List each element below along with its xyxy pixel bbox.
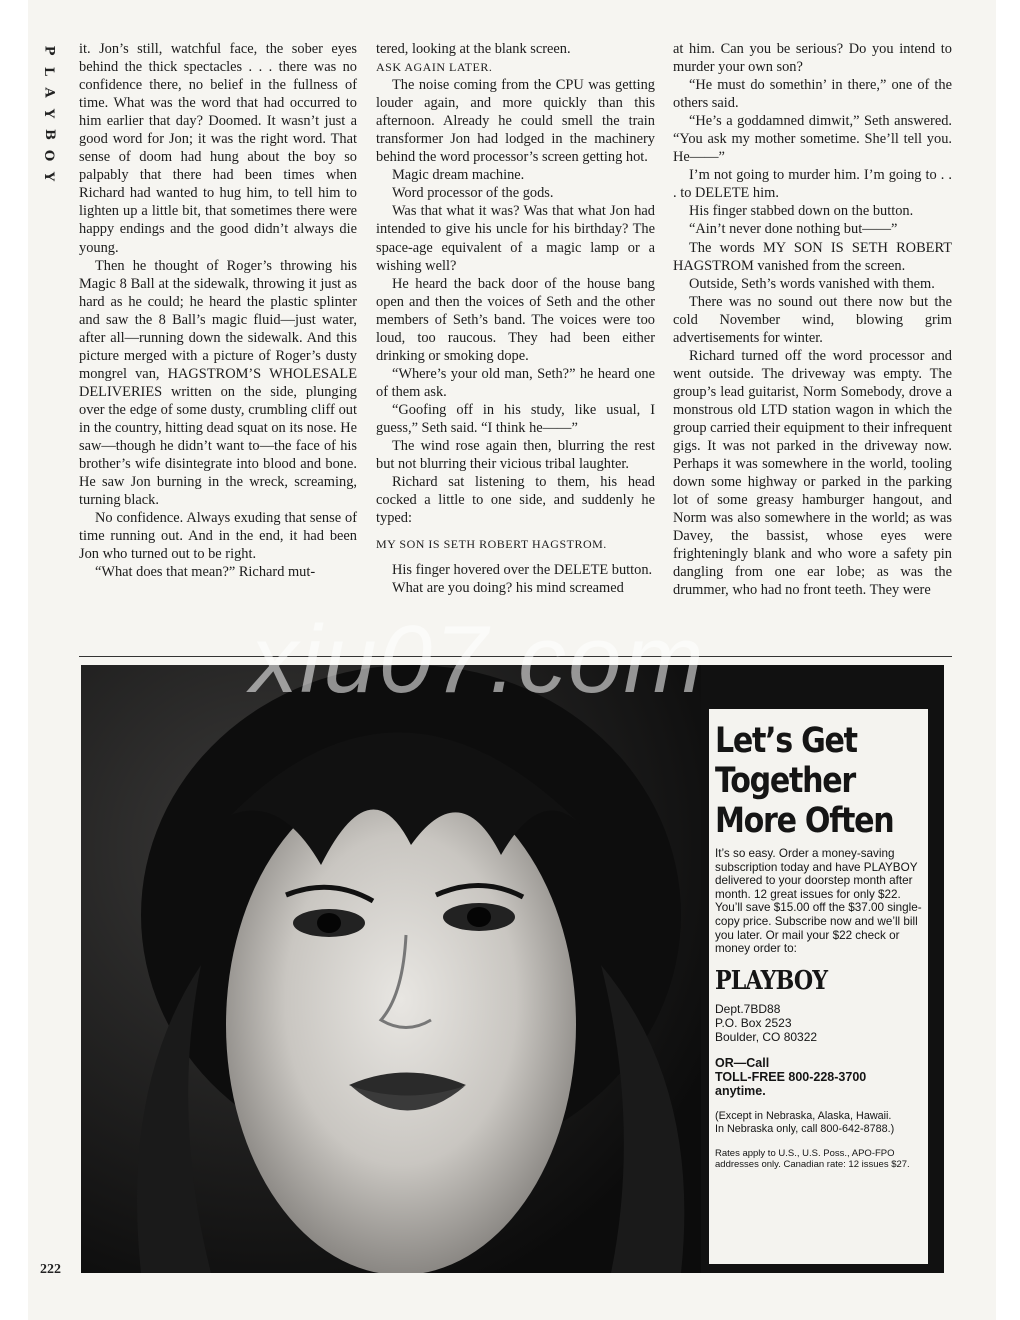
paragraph: Word processor of the gods. bbox=[392, 185, 554, 202]
paragraph: What are you doing? his mind screamed bbox=[392, 580, 624, 597]
headline-line: Together bbox=[715, 761, 855, 801]
masthead-letter: O bbox=[41, 149, 57, 162]
call-line: OR—Call bbox=[715, 1055, 770, 1070]
masthead-letter: L bbox=[41, 66, 57, 77]
article-column-2 bbox=[376, 40, 655, 597]
paragraph: at him. Can you be serious? Do you intend to murder your own son? bbox=[673, 41, 952, 76]
paragraph: “He must do somethin’ in there,” one of the others said. bbox=[673, 77, 952, 112]
typed-text: MY SON IS SETH ROBERT HAGSTROM. bbox=[376, 537, 607, 552]
paragraph: “Goofing off in his study, like usual, I guess,” Seth said. “I think he——” bbox=[376, 401, 655, 436]
address-line: Dept.7BD88 bbox=[715, 1001, 781, 1016]
watermark: xiu07.com bbox=[250, 606, 706, 713]
headline-line: More Often bbox=[715, 801, 894, 841]
paragraph: Then he thought of Roger’s throwing his Magic 8 Ball at the sidewalk, throwing it just as hard as he could; he heard the plastic splinter and saw the 8 Ball’s magic fluid—just water, after all—running down the sidewalk. And this picture merged with a picture of Roger’s dusty mongrel van, HAGSTROM’S WHOLESALE DELIVERIES written on the side, plunging over the edge of some dusty, crumbling cliff out in the country, hitting dead squat on its nose. He saw—though he didn’t want to—the face of his brother’s wife disintegrate into blood and bone. He saw Jon burning in the wreck, screaming, turning black. bbox=[79, 257, 357, 509]
exception-note bbox=[715, 1110, 922, 1136]
ad-body-text: It’s so easy. Order a money-saving subscription today and have PLAYBOY delivered to your doorstep month after month. 12 great issues for only $22. You’ll save $15.00 off the $37.00 single-copy price. Subscribe now and we’ll bill you later. Or mail your $22 check or money order to: bbox=[715, 847, 922, 956]
paragraph: “He’s a goddamned dimwit,” Seth answered. “You ask my mother sometime. She’ll tell you. He——” bbox=[673, 113, 952, 166]
note-line: (Except in Nebraska, Alaska, Hawaii. bbox=[715, 1109, 892, 1122]
article-column-3 bbox=[673, 40, 952, 599]
paragraph: Outside, Seth’s words vanished with them. bbox=[689, 275, 935, 292]
paragraph: The wind rose again then, blurring the rest but not blurring their vicious tribal laughter. bbox=[376, 438, 655, 473]
masthead-letter: Y bbox=[41, 171, 57, 182]
headline-line: Let’s Get bbox=[715, 721, 857, 761]
masthead-letter: Y bbox=[41, 108, 57, 119]
paragraph: Magic dream machine. bbox=[392, 167, 525, 184]
ad-headline bbox=[715, 721, 893, 841]
screen-text: ASK AGAIN LATER. bbox=[376, 60, 493, 75]
ad-text-box bbox=[709, 709, 928, 1264]
portrait-photo bbox=[81, 665, 701, 1273]
paragraph: His finger hovered over the DELETE button. bbox=[392, 562, 653, 579]
paragraph: His finger stabbed down on the button. bbox=[689, 203, 914, 220]
masthead-letter: P bbox=[41, 45, 57, 56]
ad-text-panel bbox=[701, 665, 944, 1273]
paragraph: “What does that mean?” Richard mut- bbox=[95, 564, 316, 581]
article-column-1 bbox=[79, 40, 357, 581]
paragraph: He heard the back door of the house bang open and then the voices of Seth and the other members of Seth’s band. The voices were too loud, too raucous. They had been either drinking or smoking dope. bbox=[376, 275, 655, 364]
paragraph: Richard sat listening to them, his head cocked a little to one side, and suddenly he typed: bbox=[376, 474, 655, 527]
address-line: Boulder, CO 80322 bbox=[715, 1029, 818, 1044]
rates-fine-print: Rates apply to U.S., U.S. Poss., APO-FPO addresses only. Canadian rate: 12 issues $27. bbox=[715, 1147, 910, 1170]
call-line: anytime. bbox=[715, 1083, 766, 1098]
section-divider bbox=[79, 656, 952, 657]
paragraph: “Ain’t never done nothing but——” bbox=[689, 221, 898, 238]
paragraph: I’m not going to murder him. I’m going to . . . to DELETE him. bbox=[673, 167, 952, 202]
paragraph: The words MY SON IS SETH ROBERT HAGSTROM vanished from the screen. bbox=[673, 239, 952, 274]
masthead-letter: A bbox=[41, 87, 57, 98]
paragraph: The noise coming from the CPU was getting louder again, and more quickly than this afternoon. Already he could smell the train transformer Jon had lodged in the machinery behind the word processor’s screen getting hot. bbox=[376, 77, 655, 166]
paragraph: “Where’s your old man, Seth?” he heard one of them ask. bbox=[376, 365, 655, 400]
paragraph: tered, looking at the blank screen. bbox=[376, 41, 571, 57]
paragraph: There was no sound out there now but the cold November wind, blowing grim advertisements for winter. bbox=[673, 293, 952, 346]
paragraph: Was that what it was? Was that what Jon had intended to give his uncle for his birthday? The space-age equivalent of a magic lamp or a wishing well? bbox=[376, 203, 655, 274]
subscription-advertisement bbox=[81, 665, 944, 1273]
playboy-logo: PLAYBOY bbox=[715, 965, 828, 996]
paragraph: Richard turned off the word processor and went outside. The driveway was empty. The group’s lead guitarist, Norm Somebody, drove a monstrous old LTD station wagon in which the group carried their equipment to their infrequent gigs. It was not parked in the driveway now. Perhaps it was somewhere in the world, tooling down some highway or parked in the parking lot of some greasy hamburger hangout, and Norm was also somewhere in the world; as was Davey, the bassist, whose eyes were frighteningly blank and who wore a safety pin dangling from one ear lobe; as was the drummer, who had no front teeth. They were bbox=[673, 347, 952, 599]
masthead-letter: B bbox=[41, 129, 57, 140]
page-number: 222 bbox=[40, 1262, 61, 1277]
mailing-address bbox=[715, 1002, 922, 1044]
note-line: In Nebraska only, call 800-642-8788.) bbox=[715, 1122, 895, 1135]
playboy-masthead bbox=[40, 40, 58, 187]
paragraph: No confidence. Always exuding that sense of time running out. And in the end, it had been Jon who turned out to be right. bbox=[79, 510, 357, 563]
toll-free-call bbox=[715, 1056, 922, 1098]
paragraph: it. Jon’s still, watchful face, the sober eyes behind the thick spectacles . . . there was no confidence there, no belief in the fullness of time. What was the word that had occurred to him earlier that day? Doomed. It wasn’t just a good word for Jon; it was the right word. That sense of doom had hung about the boy so palpably that there had been times when Richard had wanted to hug him, to tell him to lighten up a little bit, that sometimes there were happy endings and the good didn’t always die young. bbox=[79, 41, 357, 256]
address-line: P.O. Box 2523 bbox=[715, 1015, 792, 1030]
call-line: TOLL-FREE 800-228-3700 bbox=[715, 1069, 867, 1084]
